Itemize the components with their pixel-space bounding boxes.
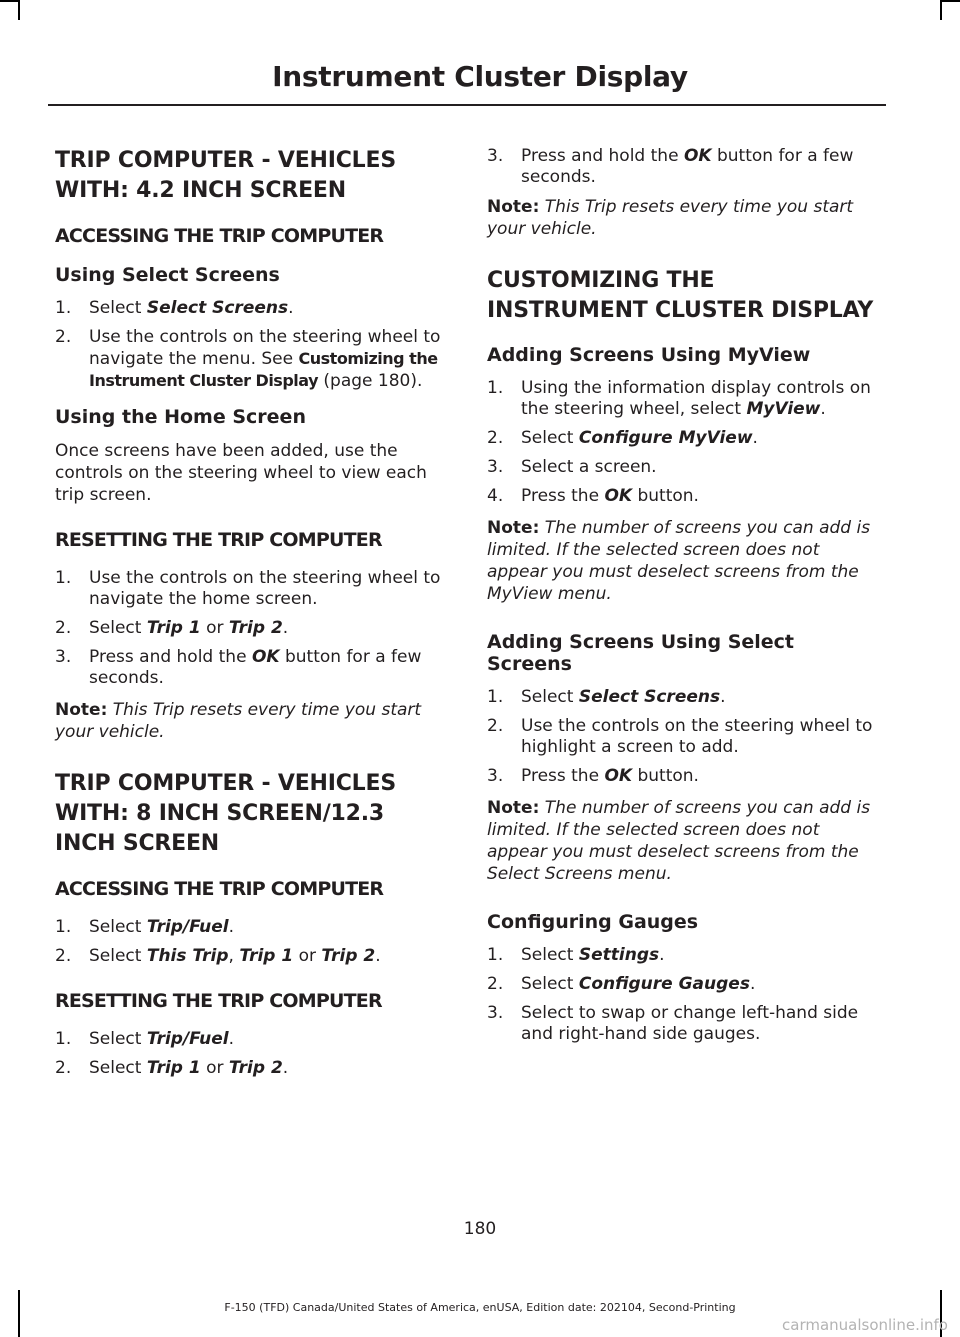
step-list [55, 917, 448, 967]
crop-mark [0, 0, 20, 2]
note: Note: The number of screens you can add is limited. If the selected screen does not appear you must deselect screens from the MyView menu. [487, 518, 871, 604]
list-item: 1. Select Select Screens. [487, 687, 726, 707]
step-list [487, 378, 880, 507]
step-list [55, 568, 448, 689]
step-list [487, 687, 880, 787]
left-column [55, 146, 448, 1089]
topic-heading: Using Select Screens [55, 264, 280, 286]
list-item: 3. Press and hold the OK button for a few seconds. [487, 146, 854, 187]
list-item: 2. Select This Trip, Trip 1 or Trip 2. [55, 946, 381, 966]
topic-heading: Configuring Gauges [487, 911, 699, 933]
list-item: 1. Select Trip/Fuel. [55, 1029, 235, 1049]
subsection-heading: RESETTING THE TRIP COMPUTER [55, 529, 382, 551]
list-item: 3. Press and hold the OK button for a few seconds. [55, 647, 422, 688]
body-paragraph: Once screens have been added, use the controls on the steering wheel to view each trip screen. [55, 441, 427, 505]
topic-heading: Using the Home Screen [55, 406, 306, 428]
topic-heading: Adding Screens Using MyView [487, 344, 811, 366]
list-item: 1. Using the information display controls on the steering wheel, select MyView. [487, 378, 871, 419]
header-rule [48, 104, 886, 106]
list-item: 2. Select Configure Gauges. [487, 974, 756, 994]
section-title: TRIP COMPUTER - VEHICLES WITH: 4.2 INCH SCREEN [55, 148, 396, 203]
note: Note: This Trip resets every time you start your vehicle. [55, 700, 422, 742]
section-title: TRIP COMPUTER - VEHICLES WITH: 8 INCH SCREEN/12.3 INCH SCREEN [55, 771, 396, 856]
list-item: 2. Select Configure MyView. [487, 428, 758, 448]
subsection-heading: ACCESSING THE TRIP COMPUTER [55, 878, 384, 900]
subsection-heading: ACCESSING THE TRIP COMPUTER [55, 225, 384, 247]
list-item: 2. Use the controls on the steering wheel to highlight a screen to add. [487, 716, 873, 757]
page-number: 180 [463, 1219, 497, 1239]
page-header-title: Instrument Cluster Display [272, 60, 688, 93]
step-list [55, 1029, 448, 1079]
list-item: 3. Press the OK button. [487, 766, 699, 786]
list-item: 3. Select a screen. [487, 457, 657, 477]
list-item: 3. Select to swap or change left-hand side and right-hand side gauges. [487, 1003, 859, 1044]
list-item: 1. Use the controls on the steering wheel to navigate the home screen. [55, 568, 441, 609]
right-column [487, 146, 880, 1055]
step-list [487, 146, 880, 188]
topic-heading: Adding Screens Using Select Screens [487, 631, 795, 675]
list-item: 1. Select Settings. [487, 945, 665, 965]
footer-edition-text: F-150 (TFD) Canada/United States of America, enUSA, Edition date: 202104, Second-Printing [224, 1301, 736, 1314]
note: Note: The number of screens you can add is limited. If the selected screen does not appear you must deselect screens from the Select Screens menu. [487, 798, 871, 884]
list-item: 1. Select Select Screens. [55, 298, 294, 318]
list-item: 2. Select Trip 1 or Trip 2. [55, 618, 289, 638]
crop-mark [940, 0, 942, 20]
subsection-heading: RESETTING THE TRIP COMPUTER [55, 990, 382, 1012]
list-item: 2. Select Trip 1 or Trip 2. [55, 1058, 289, 1078]
note: Note: This Trip resets every time you start your vehicle. [487, 197, 854, 239]
cross-reference-link[interactable]: Customizing the Instrument Cluster Display [89, 349, 438, 390]
step-list [55, 298, 448, 392]
crop-mark [18, 0, 20, 20]
list-item: 1. Select Trip/Fuel. [55, 917, 235, 937]
list-item: 4. Press the OK button. [487, 486, 699, 506]
list-item: 2. Use the controls on the steering wheel to navigate the menu. See Customizing the Instrument Cluster Display (page 180). [55, 327, 441, 391]
crop-mark [940, 0, 960, 2]
step-list [487, 945, 880, 1045]
watermark: carmanualsonline.info [782, 1316, 948, 1334]
section-title: CUSTOMIZING THE INSTRUMENT CLUSTER DISPLAY [487, 268, 874, 323]
